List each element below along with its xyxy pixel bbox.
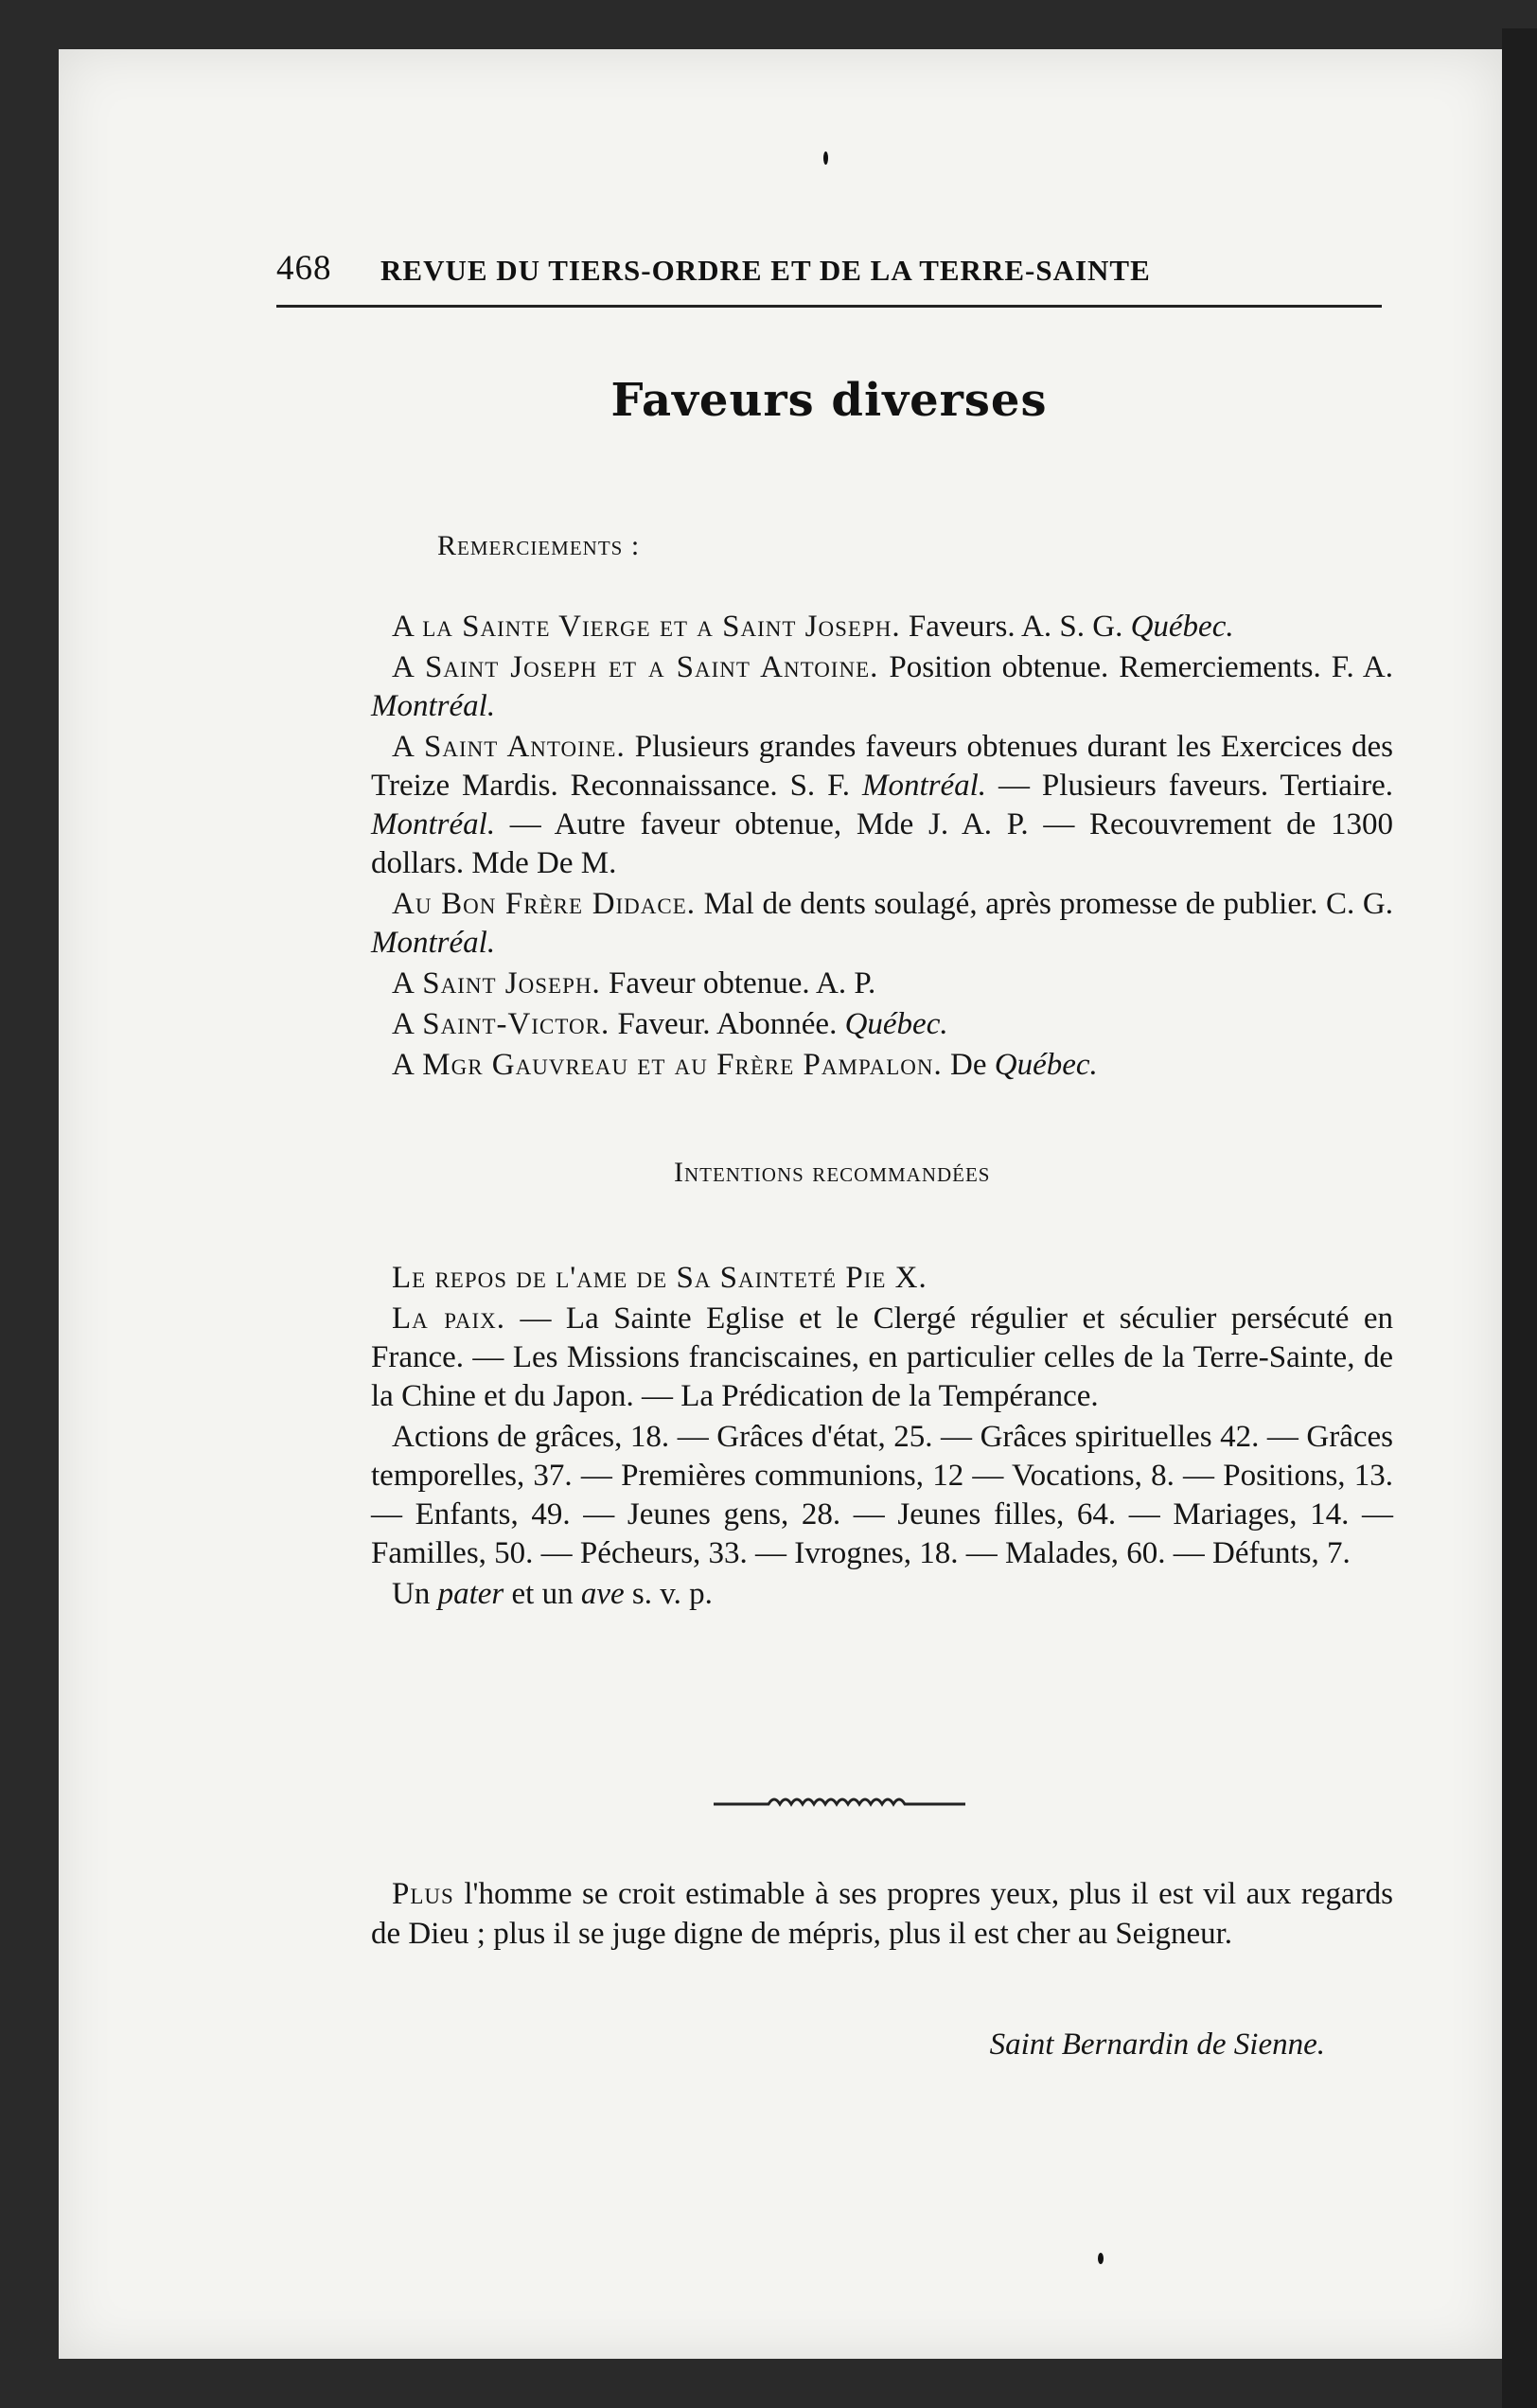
remerciements-heading: Remerciements : bbox=[437, 530, 641, 561]
remerciement-entry: A Saint-Victor. Faveur. Abonnée. Québec. bbox=[392, 1007, 948, 1041]
remerciement-entry: Au Bon Frère Didace. Mal de dents soulagé, après promesse de publier. C. G. Montréal. bbox=[371, 887, 1394, 960]
section-title: Faveurs diverses bbox=[610, 374, 1048, 427]
ornament-divider bbox=[712, 1787, 967, 1815]
intention-closing: Un pater et un ave s. v. p. bbox=[392, 1577, 713, 1611]
ink-speck bbox=[1098, 2253, 1104, 2264]
running-header bbox=[276, 248, 1382, 295]
remerciement-entry: A Saint Joseph. Faveur obtenue. A. P. bbox=[392, 966, 876, 1000]
quote-text: Plus l'homme se croit estimable à ses propres yeux, plus il est vil aux regards de Dieu ; plus il se juge digne de mépris, plus il est cher au Seigneur. bbox=[371, 1877, 1393, 1951]
remerciements-list bbox=[371, 608, 1393, 1087]
page-number: 468 bbox=[276, 249, 332, 288]
remerciement-entry: A Saint Antoine. Plusieurs grandes faveurs obtenues durant les Exercices des Treize Mardis. Reconnaissance. S. F. Montréal. — Plusieurs faveurs. Tertiaire. Montréal. — Autre faveur obtenue, Mde J. A. P. — Recouvrement de 1300 dollars. Mde De M. bbox=[371, 730, 1393, 880]
remerciement-entry: A Saint Joseph et a Saint Antoine. Position obtenue. Remerciements. F. A. Montréal. bbox=[371, 650, 1393, 723]
remerciement-entry: A la Sainte Vierge et a Saint Joseph. Faveurs. A. S. G. Québec. bbox=[392, 610, 1234, 644]
intention-entry: La paix. — La Sainte Eglise et le Clergé régulier et séculier persécuté en France. — Les Missions franciscaines, en particulier celles de la Terre-Sainte, de la Chine et du Japon. — La Prédication de la Tempérance. bbox=[371, 1301, 1393, 1413]
remerciement-entry: A Mgr Gauvreau et au Frère Pampalon. De Québec. bbox=[392, 1048, 1098, 1082]
intentions-list bbox=[371, 1259, 1393, 1616]
running-title: REVUE DU TIERS-ORDRE ET DE LA TERRE-SAINTE bbox=[380, 254, 1151, 287]
intention-entry: Le repos de l'ame de Sa Sainteté Pie X. bbox=[392, 1261, 928, 1295]
header-rule bbox=[276, 305, 1382, 308]
quote-block bbox=[371, 1874, 1393, 1956]
ink-speck bbox=[823, 151, 828, 165]
page-edge-shadow bbox=[1502, 28, 1537, 2408]
quote-attribution: Saint Bernardin de Sienne. bbox=[989, 2027, 1325, 2062]
intentions-heading: Intentions recommandées bbox=[674, 1157, 991, 1188]
intention-counts: Actions de grâces, 18. — Grâces d'état, 25. — Grâces spirituelles 42. — Grâces temporelles, 37. — Premières communions, 12 — Vocations, 8. — Positions, 13. — Enfants, 49. — Jeunes gens, 28. — Jeunes filles, 64. — Mariages, 14. — Familles, 50. — Pécheurs, 33. — Ivrognes, 18. — Malades, 60. — Défunts, 7. bbox=[371, 1420, 1393, 1570]
